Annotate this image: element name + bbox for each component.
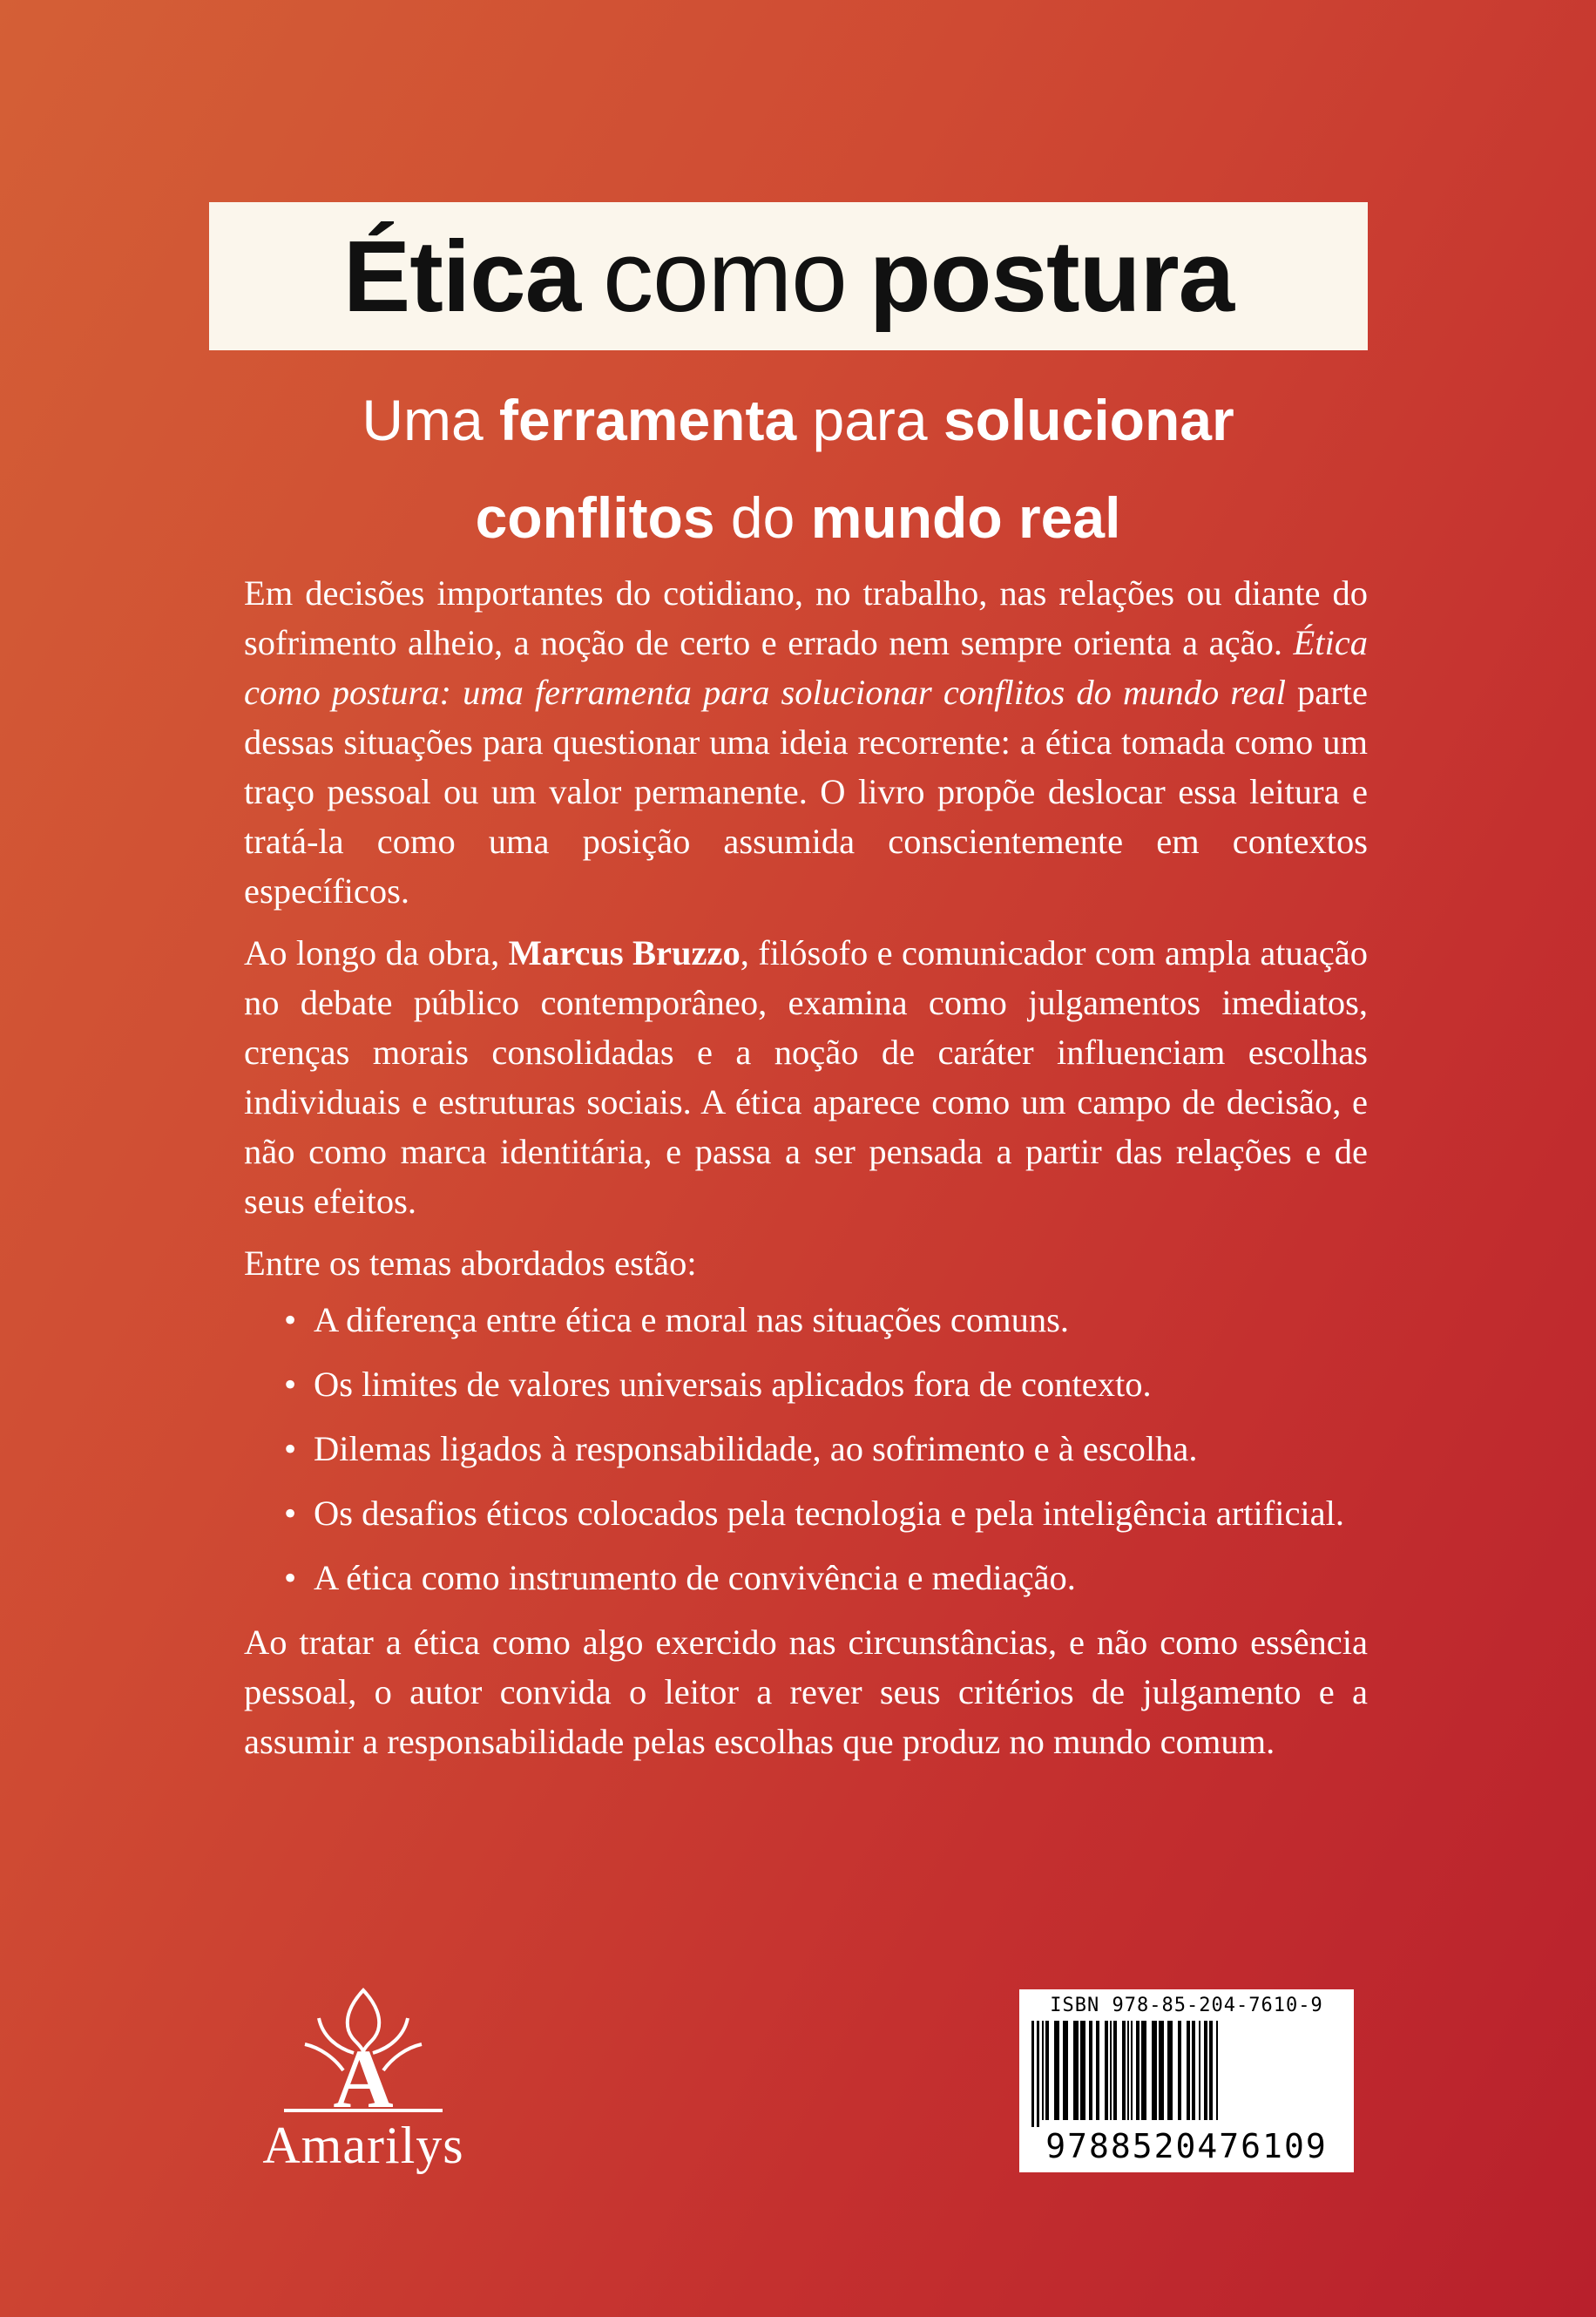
bullet-icon: •: [284, 1429, 297, 1468]
synopsis: [244, 568, 1368, 1778]
list-item: [244, 1295, 1368, 1345]
paragraph-2: [244, 928, 1368, 1226]
subtitle-bold: conflitos: [475, 485, 715, 550]
topics-intro: Entre os temas abordados estão:: [244, 1243, 697, 1283]
book-title-italic: Ética como postura: uma ferramenta para solucionar conflitos do mundo real: [244, 623, 1368, 712]
subtitle: [174, 371, 1422, 566]
subtitle-bold: mundo real: [810, 485, 1121, 550]
topic-text: A ética como instrumento de convivência e mediação.: [314, 1558, 1076, 1597]
title-word-como: como: [603, 220, 847, 333]
paragraph-text: Ao longo da obra,: [244, 933, 509, 972]
title-word-etica: Ética: [342, 220, 581, 333]
topic-text: Os desafios éticos colocados pela tecnologia e pela inteligência artificial.: [314, 1494, 1345, 1533]
bullet-icon: •: [284, 1494, 297, 1533]
topic-text: Dilemas ligados à responsabilidade, ao sofrimento e à escolha.: [314, 1429, 1198, 1468]
isbn-number: 9788520476109: [1045, 2127, 1328, 2165]
title-box: [209, 202, 1368, 350]
topic-text: A diferença entre ética e moral nas situações comuns.: [314, 1300, 1070, 1339]
topics-list: [244, 1295, 1368, 1602]
subtitle-bold: solucionar: [943, 388, 1234, 452]
list-item: [244, 1424, 1368, 1474]
list-item: [244, 1488, 1368, 1538]
paragraph-text: , filósofo e comunicador com ampla atuação no debate público contemporâneo, examina como julgamentos imediatos, crenças morais consolidadas e a noção de caráter influenciam escolhas individuais e estruturas sociais. A ética aparece como um campo de decisão, e não como marca identitária, e passa a ser pensada a partir das relações e de seus efeitos.: [244, 933, 1368, 1221]
bullet-icon: •: [284, 1558, 297, 1597]
publisher-name: Amarilys: [262, 2117, 464, 2174]
subtitle-bold: ferramenta: [499, 388, 797, 452]
paragraph-1: [244, 568, 1368, 916]
paragraph-text: Em decisões importantes do cotidiano, no trabalho, nas relações ou diante do sofrimento alheio, a noção de certo e errado nem sempre orienta a ação.: [244, 573, 1368, 662]
title-word-postura: postura: [869, 220, 1234, 333]
list-item: [244, 1359, 1368, 1409]
bullet-icon: •: [284, 1300, 297, 1339]
publisher-logo: [237, 1987, 490, 2187]
amarilys-logo-icon: [267, 1987, 460, 2117]
bullet-icon: •: [284, 1365, 297, 1404]
svg-text:A: A: [333, 2032, 394, 2117]
subtitle-line-1: [174, 371, 1422, 469]
subtitle-text: para: [796, 388, 943, 452]
list-item: [244, 1553, 1368, 1602]
subtitle-line-2: [174, 469, 1422, 566]
topic-text: Os limites de valores universais aplicados fora de contexto.: [314, 1365, 1152, 1404]
barcode-bars-icon: [1028, 2021, 1345, 2127]
paragraph-text: parte dessas situações para questionar uma ideia recorrente: a ética tomada como um traço pessoal ou um valor permanente. O livro propõe deslocar essa leitura e tratá-la como uma posição assumida conscientemente em contextos específicos.: [244, 673, 1369, 911]
isbn-label: ISBN 978-85-204-7610-9: [1050, 1995, 1323, 2016]
author-name: Marcus Bruzzo: [508, 933, 741, 972]
subtitle-text: Uma: [362, 388, 499, 452]
barcode: [1019, 1989, 1354, 2172]
paragraph-3: Ao tratar a ética como algo exercido nas circunstâncias, e não como essência pessoal, o autor convida o leitor a rever seus critérios de julgamento e a assumir a responsabilidade pelas escolhas que produz no mundo comum.: [244, 1623, 1368, 1761]
subtitle-text: do: [714, 485, 811, 550]
